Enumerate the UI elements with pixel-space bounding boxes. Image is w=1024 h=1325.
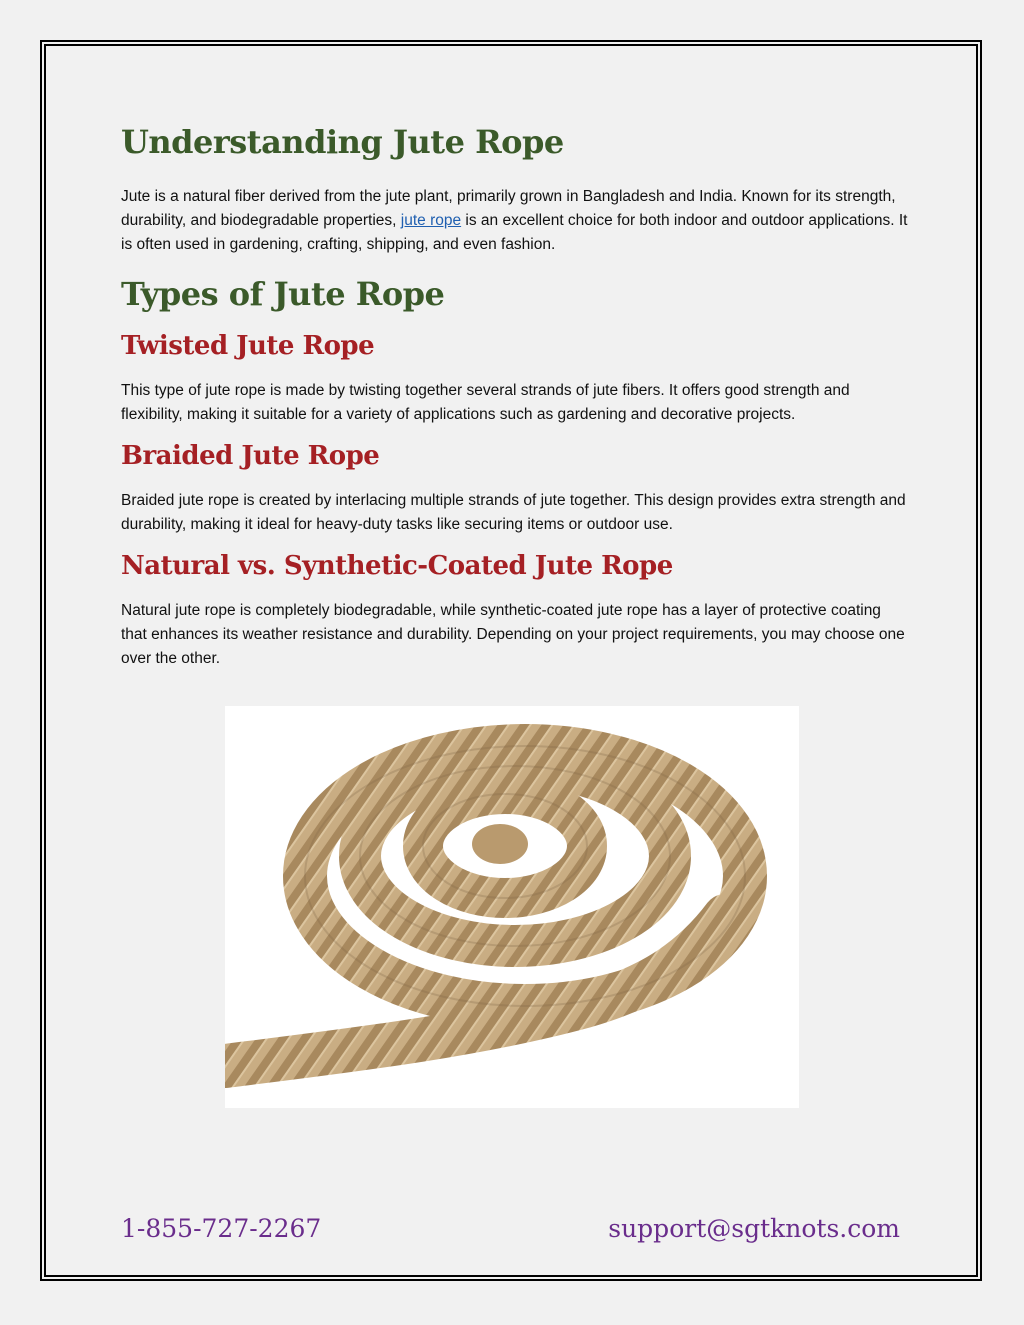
section-body-twisted: This type of jute rope is made by twisting together several strands of jute fibers. It offers good strength and flexibility, making it suitable for a variety of applications such as gardening and decorative projects. [121, 382, 850, 423]
section-body-natural-vs-synthetic: Natural jute rope is completely biodegradable, while synthetic-coated jute rope has a layer of protective coating that enhances its weather resistance and durability. Depending on your project requirements, you may choose one over the other. [121, 602, 905, 667]
section-heading-twisted: Twisted Jute Rope [121, 331, 375, 361]
article-content [121, 120, 911, 671]
intro-paragraph [121, 185, 911, 257]
intro-text-start: Jute is a natural fiber derived from the jute plant, primarily grown in Bangladesh and India. Known for its strength, durability, and biodegradable properties, [121, 188, 896, 229]
footer-email-link[interactable]: support@sgtknots.com [608, 1214, 900, 1243]
section-heading-natural-vs-synthetic: Natural vs. Synthetic-Coated Jute Rope [121, 551, 673, 581]
intro-text-end: is an excellent choice for both indoor and outdoor applications. It is often used in gardening, crafting, shipping, and even fashion. [121, 212, 908, 253]
types-heading: Types of Jute Rope [121, 275, 445, 313]
coiled-jute-rope-image [225, 706, 799, 1108]
article-title: Understanding Jute Rope [121, 123, 564, 161]
footer-phone-link[interactable]: 1-855-727-2267 [121, 1214, 322, 1243]
section-body-braided: Braided jute rope is created by interlacing multiple strands of jute together. This design provides extra strength and durability, making it ideal for heavy-duty tasks like securing items or outdoor use. [121, 492, 906, 533]
section-heading-braided: Braided Jute Rope [121, 441, 380, 471]
jute-rope-link[interactable]: jute rope [400, 212, 462, 229]
jute-rope-icon [225, 706, 799, 1108]
